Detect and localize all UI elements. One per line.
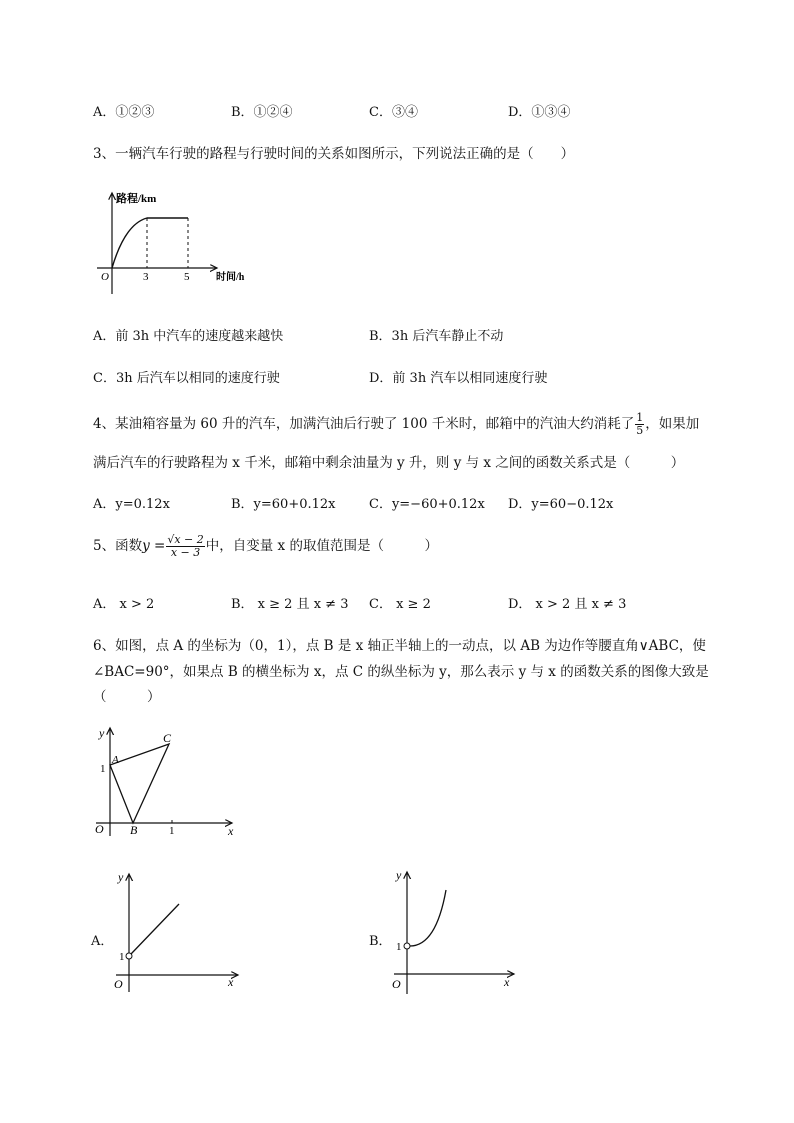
- q5-pre: 5、函数: [93, 538, 143, 554]
- q3-option-d: D．前 3h 汽车以相同速度行驶: [369, 371, 548, 386]
- q3-option-a: A．前 3h 中汽车的速度越来越快: [93, 329, 284, 344]
- q5-frac-num: √x − 2: [167, 533, 204, 546]
- tick-label-3: 3: [143, 271, 149, 283]
- q4-stem-line2: 满后汽车的行驶路程为 x 千米，邮箱中剩余油量为 y 升，则 y 与 x 之间的函数关系式是（ ）: [93, 455, 685, 471]
- distance-curve: [112, 218, 188, 268]
- q4-line1-pre: 4、某油箱容量为 60 升的汽车，加满汽油后行驶了 100 千米时，邮箱中的汽油大约消耗了: [93, 416, 635, 432]
- y-label: y: [118, 870, 124, 884]
- q3-distance-time-graph: [95, 188, 260, 296]
- q2-option-c: C．③④: [369, 105, 418, 120]
- q3-option-b: B．3h 后汽车静止不动: [369, 329, 504, 344]
- q4-frac-den: 5: [636, 424, 644, 437]
- q5-post: 中，自变量 x 的取值范围是（ ）: [205, 538, 438, 554]
- q2-option-b: B．①②④: [231, 105, 293, 120]
- q6-option-b-label: B．: [369, 934, 392, 949]
- q3-option-c: C．3h 后汽车以相同的速度行驶: [93, 371, 280, 386]
- q5-lhs: y =: [142, 538, 166, 554]
- q4-line1-post: ，如果加: [645, 416, 700, 432]
- q3-stem: 3、一辆汽车行驶的路程与行驶时间的关系如图所示，下列说法正确的是（ ）: [93, 146, 575, 162]
- q6-stem-line1: 6、如图，点 A 的坐标为（0，1），点 B 是 x 轴正半轴上的一动点，以 AB 为边作等腰直角∨ABC，使: [93, 638, 706, 654]
- one-label: 1: [396, 941, 402, 953]
- q6-stem-line3: （ ）: [93, 689, 161, 705]
- one-label: 1: [119, 951, 125, 963]
- q4-option-b: B．y=60+0.12x: [231, 497, 336, 512]
- q6-stem-line2: ∠BAC=90°，如果点 B 的横坐标为 x，点 C 的纵坐标为 y，那么表示 y 与 x 的函数关系的图像大致是: [93, 664, 709, 680]
- y-axis-label: 路程/km: [116, 193, 157, 205]
- x-axis-label: 时间/h: [216, 272, 245, 283]
- q6-option-a-graph: [110, 868, 245, 993]
- triangle-abc: [110, 744, 169, 823]
- q6-option-a-label: A．: [91, 934, 114, 949]
- q5-option-c: C． x ≥ 2: [369, 597, 431, 612]
- q6-option-b-graph: [388, 866, 523, 996]
- y-one-label: 1: [100, 763, 106, 775]
- origin-label: O: [101, 271, 109, 283]
- q4-stem-line1: [93, 412, 699, 437]
- q5-frac-den: x − 3: [170, 546, 201, 559]
- q2-option-d: D．①③④: [508, 105, 571, 120]
- q5-stem: [93, 534, 438, 559]
- q6-triangle-figure: [90, 722, 240, 842]
- x-one-label: 1: [169, 825, 175, 837]
- q4-frac-num: 1: [636, 411, 644, 424]
- q5-option-b: B． x ≥ 2 且 x ≠ 3: [231, 597, 349, 612]
- y-label: y: [99, 726, 105, 740]
- q4-fraction: [635, 412, 644, 437]
- q4-option-a: A．y=0.12x: [93, 497, 170, 512]
- origin-label: O: [114, 977, 123, 991]
- point-b-label: B: [130, 823, 138, 837]
- x-label: x: [228, 975, 234, 989]
- linear-graph-line: [131, 904, 179, 954]
- q4-option-c: C．y=−60+0.12x: [369, 497, 485, 512]
- q4-option-d: D．y=60−0.12x: [508, 497, 614, 512]
- y-label: y: [396, 868, 402, 882]
- curve-graph-line: [410, 890, 446, 946]
- point-c-label: C: [163, 731, 172, 745]
- x-label: x: [504, 975, 510, 989]
- x-label: x: [228, 824, 234, 838]
- open-circle-point: [404, 943, 410, 949]
- origin-label: O: [392, 977, 401, 991]
- q2-option-a: A．①②③: [93, 105, 155, 120]
- tick-label-5: 5: [184, 271, 190, 283]
- point-a-label: A: [112, 754, 119, 766]
- q5-fraction: [166, 534, 204, 559]
- origin-label: O: [95, 822, 104, 836]
- q5-option-d: D． x > 2 且 x ≠ 3: [508, 597, 627, 612]
- open-circle-point: [126, 953, 132, 959]
- q5-option-a: A． x > 2: [93, 597, 155, 612]
